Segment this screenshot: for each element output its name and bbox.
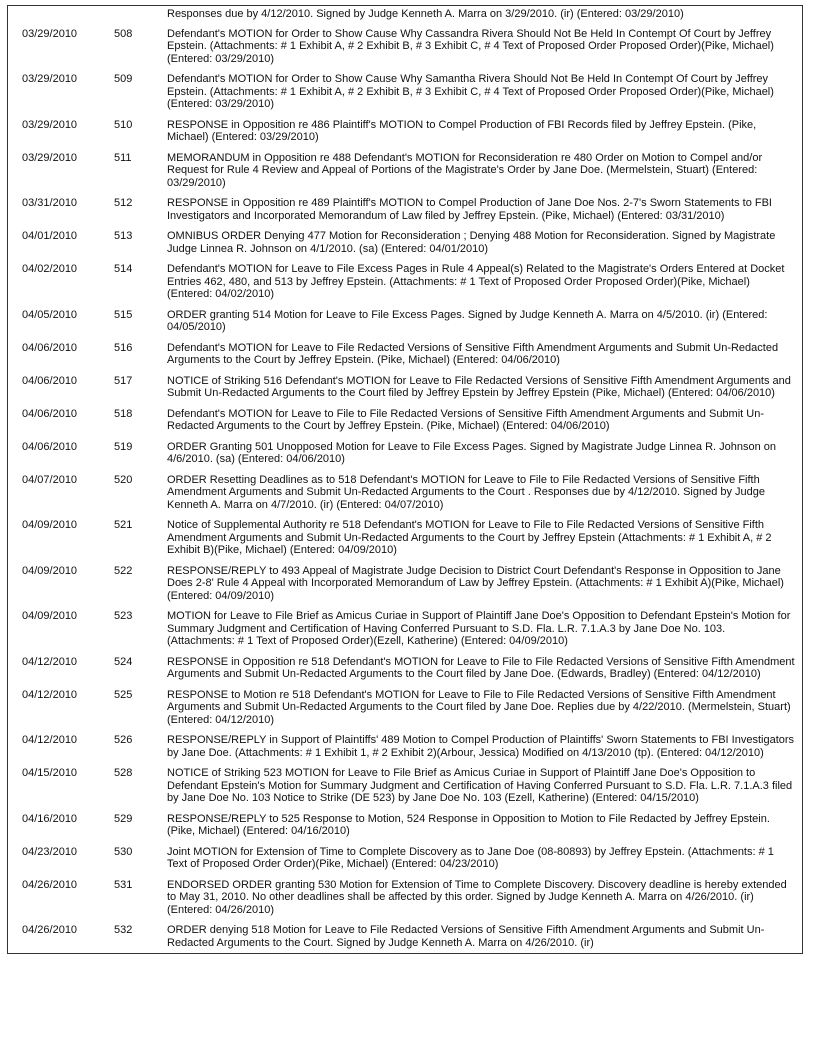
entry-text: Defendant's MOTION for Leave to File to File Redacted Versions of Sensitive Fifth Amendment Arguments and Submit Un-Redacted Arguments to the Court by Jeffrey Epstein. (Pike, Michael) (Entered: 04/06/2010)	[167, 407, 764, 432]
entry-number: 530	[114, 845, 133, 858]
entry-date: 03/29/2010	[22, 27, 78, 40]
entry-date: 04/09/2010	[22, 610, 78, 622]
entry-number: 515	[114, 308, 133, 321]
entry-text: Notice of Supplemental Authority re 518 Defendant's MOTION for Leave to File to File Redacted Versions of Sensitive Fifth Amendment Arguments and Submit Un-Redacted Arguments to the Court by Jeffrey Epstein (Attachments: # 1 Exhibit A, # 2 Exhibit B)(Pike, Michael) (Entered: 04/09/2010)	[167, 519, 772, 556]
entry-number: 529	[114, 812, 133, 825]
entry-text: RESPONSE/REPLY to 525 Response to Motion, 524 Response in Opposition to Motion to File Redacted by Jeffrey Epstein. (Pike, Michael) (Entered: 04/16/2010)	[167, 812, 770, 837]
continuation-text: Responses due by 4/12/2010. Signed by Judge Kenneth A. Marra on 3/29/2010. (ir) (Entered: 03/29/2010)	[167, 8, 684, 20]
continuation-row	[8, 6, 803, 24]
entry-text: ORDER granting 514 Motion for Leave to File Excess Pages. Signed by Judge Kenneth A. Marra on 4/5/2010. (ir) (Entered: 04/05/2010)	[167, 308, 768, 333]
docket-entry-row	[8, 305, 803, 338]
docket-entry-row	[8, 259, 803, 305]
docket-entry-row	[8, 842, 803, 875]
continuation-number-cell	[112, 6, 167, 24]
entry-text: RESPONSE/REPLY to 493 Appeal of Magistrate Judge Decision to District Court Defendant's Response in Opposition to Jane Does 2-8' Rule 4 Appeal with Incorporated Memorandum of Law by Jeffrey Epstein. (Attachments: # 1 Exhibit A)(Pike, Michael) (Entered: 04/09/2010)	[167, 564, 784, 602]
entry-text: MOTION for Leave to File Brief as Amicus Curiae in Support of Plaintiff Jane Doe's Opposition to Defendant Epstein's Motion for Summary Judgment and Certification of Having Conferred Pursuant to S.D. Fla. L.R. 7.1.A.3 by Jane Doe No. 103. (Attachments: # 1 Text of Proposed Order)(Ezell, Katherine) (Entered: 04/09/2010)	[167, 610, 791, 647]
entry-date: 04/01/2010	[22, 230, 78, 242]
entry-number: 532	[114, 924, 133, 936]
entry-text: RESPONSE to Motion re 518 Defendant's MOTION for Leave to File to File Redacted Versions of Sensitive Fifth Amendment Arguments and Submit Un-Redacted Arguments to the Court filed by Jane Doe. Replies due by 4/22/2010. (Mermelstein, Stuart) (Entered: 04/12/2010)	[167, 688, 791, 726]
docket-entry-row	[8, 437, 803, 470]
docket-entry-row	[8, 730, 803, 763]
entry-number: 519	[114, 440, 133, 453]
entry-date: 03/31/2010	[22, 197, 78, 209]
continuation-date-cell	[8, 6, 113, 24]
entry-number: 526	[114, 734, 133, 746]
entry-date: 04/12/2010	[22, 655, 78, 668]
entry-date: 04/15/2010	[22, 767, 78, 779]
entry-date: 04/26/2010	[22, 878, 78, 891]
docket-entry-row	[8, 24, 803, 70]
entry-date: 04/06/2010	[22, 407, 78, 420]
docket-entry-row	[8, 371, 803, 404]
docket-entry-row	[8, 226, 803, 259]
entry-number: 531	[114, 878, 133, 891]
docket-body	[8, 6, 803, 954]
entry-number: 522	[114, 564, 133, 577]
entry-number: 513	[114, 230, 133, 242]
entry-date: 04/23/2010	[22, 845, 78, 858]
entry-text: Defendant's MOTION for Leave to File Redacted Versions of Sensitive Fifth Amendment Arguments and Submit Un-Redacted Arguments to the Court by Jeffrey Epstein. (Pike, Michael) (Entered: 04/06/2010)	[167, 341, 779, 366]
entry-text: OMNIBUS ORDER Denying 477 Motion for Reconsideration ; Denying 488 Motion for Reconsideration. Signed by Magistrate Judge Linnea R. Johnson on 4/1/2010. (sa) (Entered: 04/01/2010)	[167, 230, 776, 255]
entry-text: RESPONSE in Opposition re 489 Plaintiff's MOTION to Compel Production of Jane Doe Nos. 2-7's Sworn Statements to FBI Investigators and Incorporated Memorandum of Law filed by Jeffrey Epstein. (Pike, Michael) (Entered: 03/31/2010)	[167, 197, 772, 222]
entry-date: 04/12/2010	[22, 734, 78, 746]
docket-entry-row	[8, 606, 803, 652]
entry-text: Defendant's MOTION for Order to Show Cause Why Cassandra Rivera Should Not Be Held In Contempt Of Court by Jeffrey Epstein. (Attachments: # 1 Exhibit A, # 2 Exhibit B, # 3 Exhibit C, # 4 Text of Proposed Order Proposed Order)(Pike, Michael) (Entered: 03/29/2010)	[167, 27, 774, 65]
docket-entry-row	[8, 652, 803, 685]
docket-entry-row	[8, 809, 803, 842]
entry-date: 03/29/2010	[22, 73, 78, 85]
entry-number: 518	[114, 407, 133, 420]
entry-text: Defendant's MOTION for Leave to File Excess Pages in Rule 4 Appeal(s) Related to the Magistrate's Orders Entered at Docket Entries 462, 480, and 513 by Jeffrey Epstein. (Attachments: # 1 Text of Proposed Order Proposed Order)(Pike, Michael) (Entered: 04/02/2010)	[167, 263, 785, 300]
docket-entry-row	[8, 338, 803, 371]
docket-entry-row	[8, 920, 803, 954]
docket-entry-row	[8, 515, 803, 561]
docket-entry-row	[8, 193, 803, 226]
entry-number: 510	[114, 118, 133, 131]
entry-date: 04/26/2010	[22, 924, 78, 936]
entry-number: 509	[114, 73, 133, 85]
entry-text: ORDER Resetting Deadlines as to 518 Defendant's MOTION for Leave to File to File Redacted Versions of Sensitive Fifth Amendment Arguments and Submit Un-Redacted Arguments to the Court . Responses due by 4/12/2010. Signed by Judge Kenneth A. Marra on 4/7/2010. (ir) (Entered: 04/07/2010)	[167, 473, 766, 511]
entry-text: RESPONSE/REPLY in Support of Plaintiffs' 489 Motion to Compel Production of Plaintiffs' Sworn Statements to FBI Investigators by Jane Doe. (Attachments: # 1 Exhibit 1, # 2 Exhibit 2)(Arbour, Jessica) Modified on 4/13/2010 (tp). (Entered: 04/12/2010)	[167, 734, 795, 759]
entry-date: 03/29/2010	[22, 118, 78, 131]
entry-number: 528	[114, 767, 133, 779]
docket-entry-row	[8, 148, 803, 194]
entry-text: MEMORANDUM in Opposition re 488 Defendant's MOTION for Reconsideration re 480 Order on Motion to Compel and/or Request for Rule 4 Review and Appeal of Portions of the Magistrate's Order by Jane Doe. (Mermelstein, Stuart) (Entered: 03/29/2010)	[167, 151, 763, 189]
entry-date: 04/12/2010	[22, 688, 78, 701]
entry-date: 03/29/2010	[22, 151, 78, 164]
entry-number: 523	[114, 610, 133, 622]
entry-text: Joint MOTION for Extension of Time to Complete Discovery as to Jane Doe (08-80893) by Jeffrey Epstein. (Attachments: # 1 Text of Proposed Order Order)(Pike, Michael) (Entered: 04/23/2010)	[167, 845, 774, 870]
docket-entry-row	[8, 404, 803, 437]
entry-number: 516	[114, 341, 133, 354]
docket-table	[7, 5, 803, 954]
entry-text: NOTICE of Striking 523 MOTION for Leave to File Brief as Amicus Curiae in Support of Plaintiff Jane Doe's Opposition to Defendant Epstein's Motion for Summary Judgment and Certification of Having Conferred Pursuant to S.D. Fla. L.R. 7.1.A.3 filed by Jane Doe No. 103 Notice to Strike (DE 523) by Jane Doe No. 103 (Ezell, Katherine) (Entered: 04/15/2010)	[167, 767, 793, 804]
entry-text: ENDORSED ORDER granting 530 Motion for Extension of Time to Complete Discovery. Discovery deadline is hereby extended to May 31, 2010. No other deadlines shall be affected by this order. Signed by Judge Kenneth A. Marra on 4/26/2010. (ir) (Entered: 04/26/2010)	[167, 878, 787, 916]
entry-number: 511	[114, 151, 132, 164]
entry-date: 04/07/2010	[22, 473, 78, 486]
entry-date: 04/05/2010	[22, 308, 78, 321]
entry-text: RESPONSE in Opposition re 486 Plaintiff's MOTION to Compel Production of FBI Records filed by Jeffrey Epstein. (Pike, Michael) (Entered: 03/29/2010)	[167, 118, 757, 143]
entry-text: RESPONSE in Opposition re 518 Defendant's MOTION for Leave to File to File Redacted Versions of Sensitive Fifth Amendment Arguments and Submit Un-Redacted Arguments to the Court filed by Jane Doe. (Edwards, Bradley) (Entered: 04/12/2010)	[167, 655, 795, 680]
entry-date: 04/06/2010	[22, 374, 78, 387]
entry-number: 517	[114, 374, 133, 387]
entry-text: NOTICE of Striking 516 Defendant's MOTION for Leave to File Redacted Versions of Sensitive Fifth Amendment Arguments and Submit Un-Redacted Arguments to the Court filed by Jeffrey Epstein by Jeffrey Epstein (Pike, Michael) (Entered: 04/06/2010)	[167, 374, 791, 399]
docket-entry-row	[8, 763, 803, 809]
entry-number: 512	[114, 197, 133, 209]
entry-date: 04/06/2010	[22, 440, 78, 453]
entry-number: 524	[114, 655, 133, 668]
docket-entry-row	[8, 470, 803, 516]
entry-date: 04/02/2010	[22, 263, 78, 275]
entry-text: ORDER Granting 501 Unopposed Motion for Leave to File Excess Pages. Signed by Magistrate Judge Linnea R. Johnson on 4/6/2010. (sa) (Entered: 04/06/2010)	[167, 440, 777, 465]
entry-number: 508	[114, 27, 133, 40]
docket-entry-row	[8, 875, 803, 921]
entry-date: 04/06/2010	[22, 341, 78, 354]
entry-number: 521	[114, 519, 133, 531]
docket-entry-row	[8, 69, 803, 115]
docket-entry-row	[8, 685, 803, 731]
docket-entry-row	[8, 561, 803, 607]
entry-text: Defendant's MOTION for Order to Show Cause Why Samantha Rivera Should Not Be Held In Contempt Of Court by Jeffrey Epstein. (Attachments: # 1 Exhibit A, # 2 Exhibit B, # 3 Exhibit C, # 4 Text of Proposed Order Proposed Order)(Pike, Michael) (Entered: 03/29/2010)	[167, 73, 774, 110]
entry-number: 514	[114, 263, 133, 275]
entry-text: ORDER denying 518 Motion for Leave to File Redacted Versions of Sensitive Fifth Amendment Arguments and Submit Un-Redacted Arguments to the Court. Signed by Judge Kenneth A. Marra on 4/26/2010. (ir)	[167, 924, 765, 949]
entry-date: 04/09/2010	[22, 564, 78, 577]
entry-date: 04/09/2010	[22, 519, 78, 531]
entry-date: 04/16/2010	[22, 812, 78, 825]
docket-entry-row	[8, 115, 803, 148]
entry-number: 525	[114, 688, 133, 701]
entry-number: 520	[114, 473, 133, 486]
